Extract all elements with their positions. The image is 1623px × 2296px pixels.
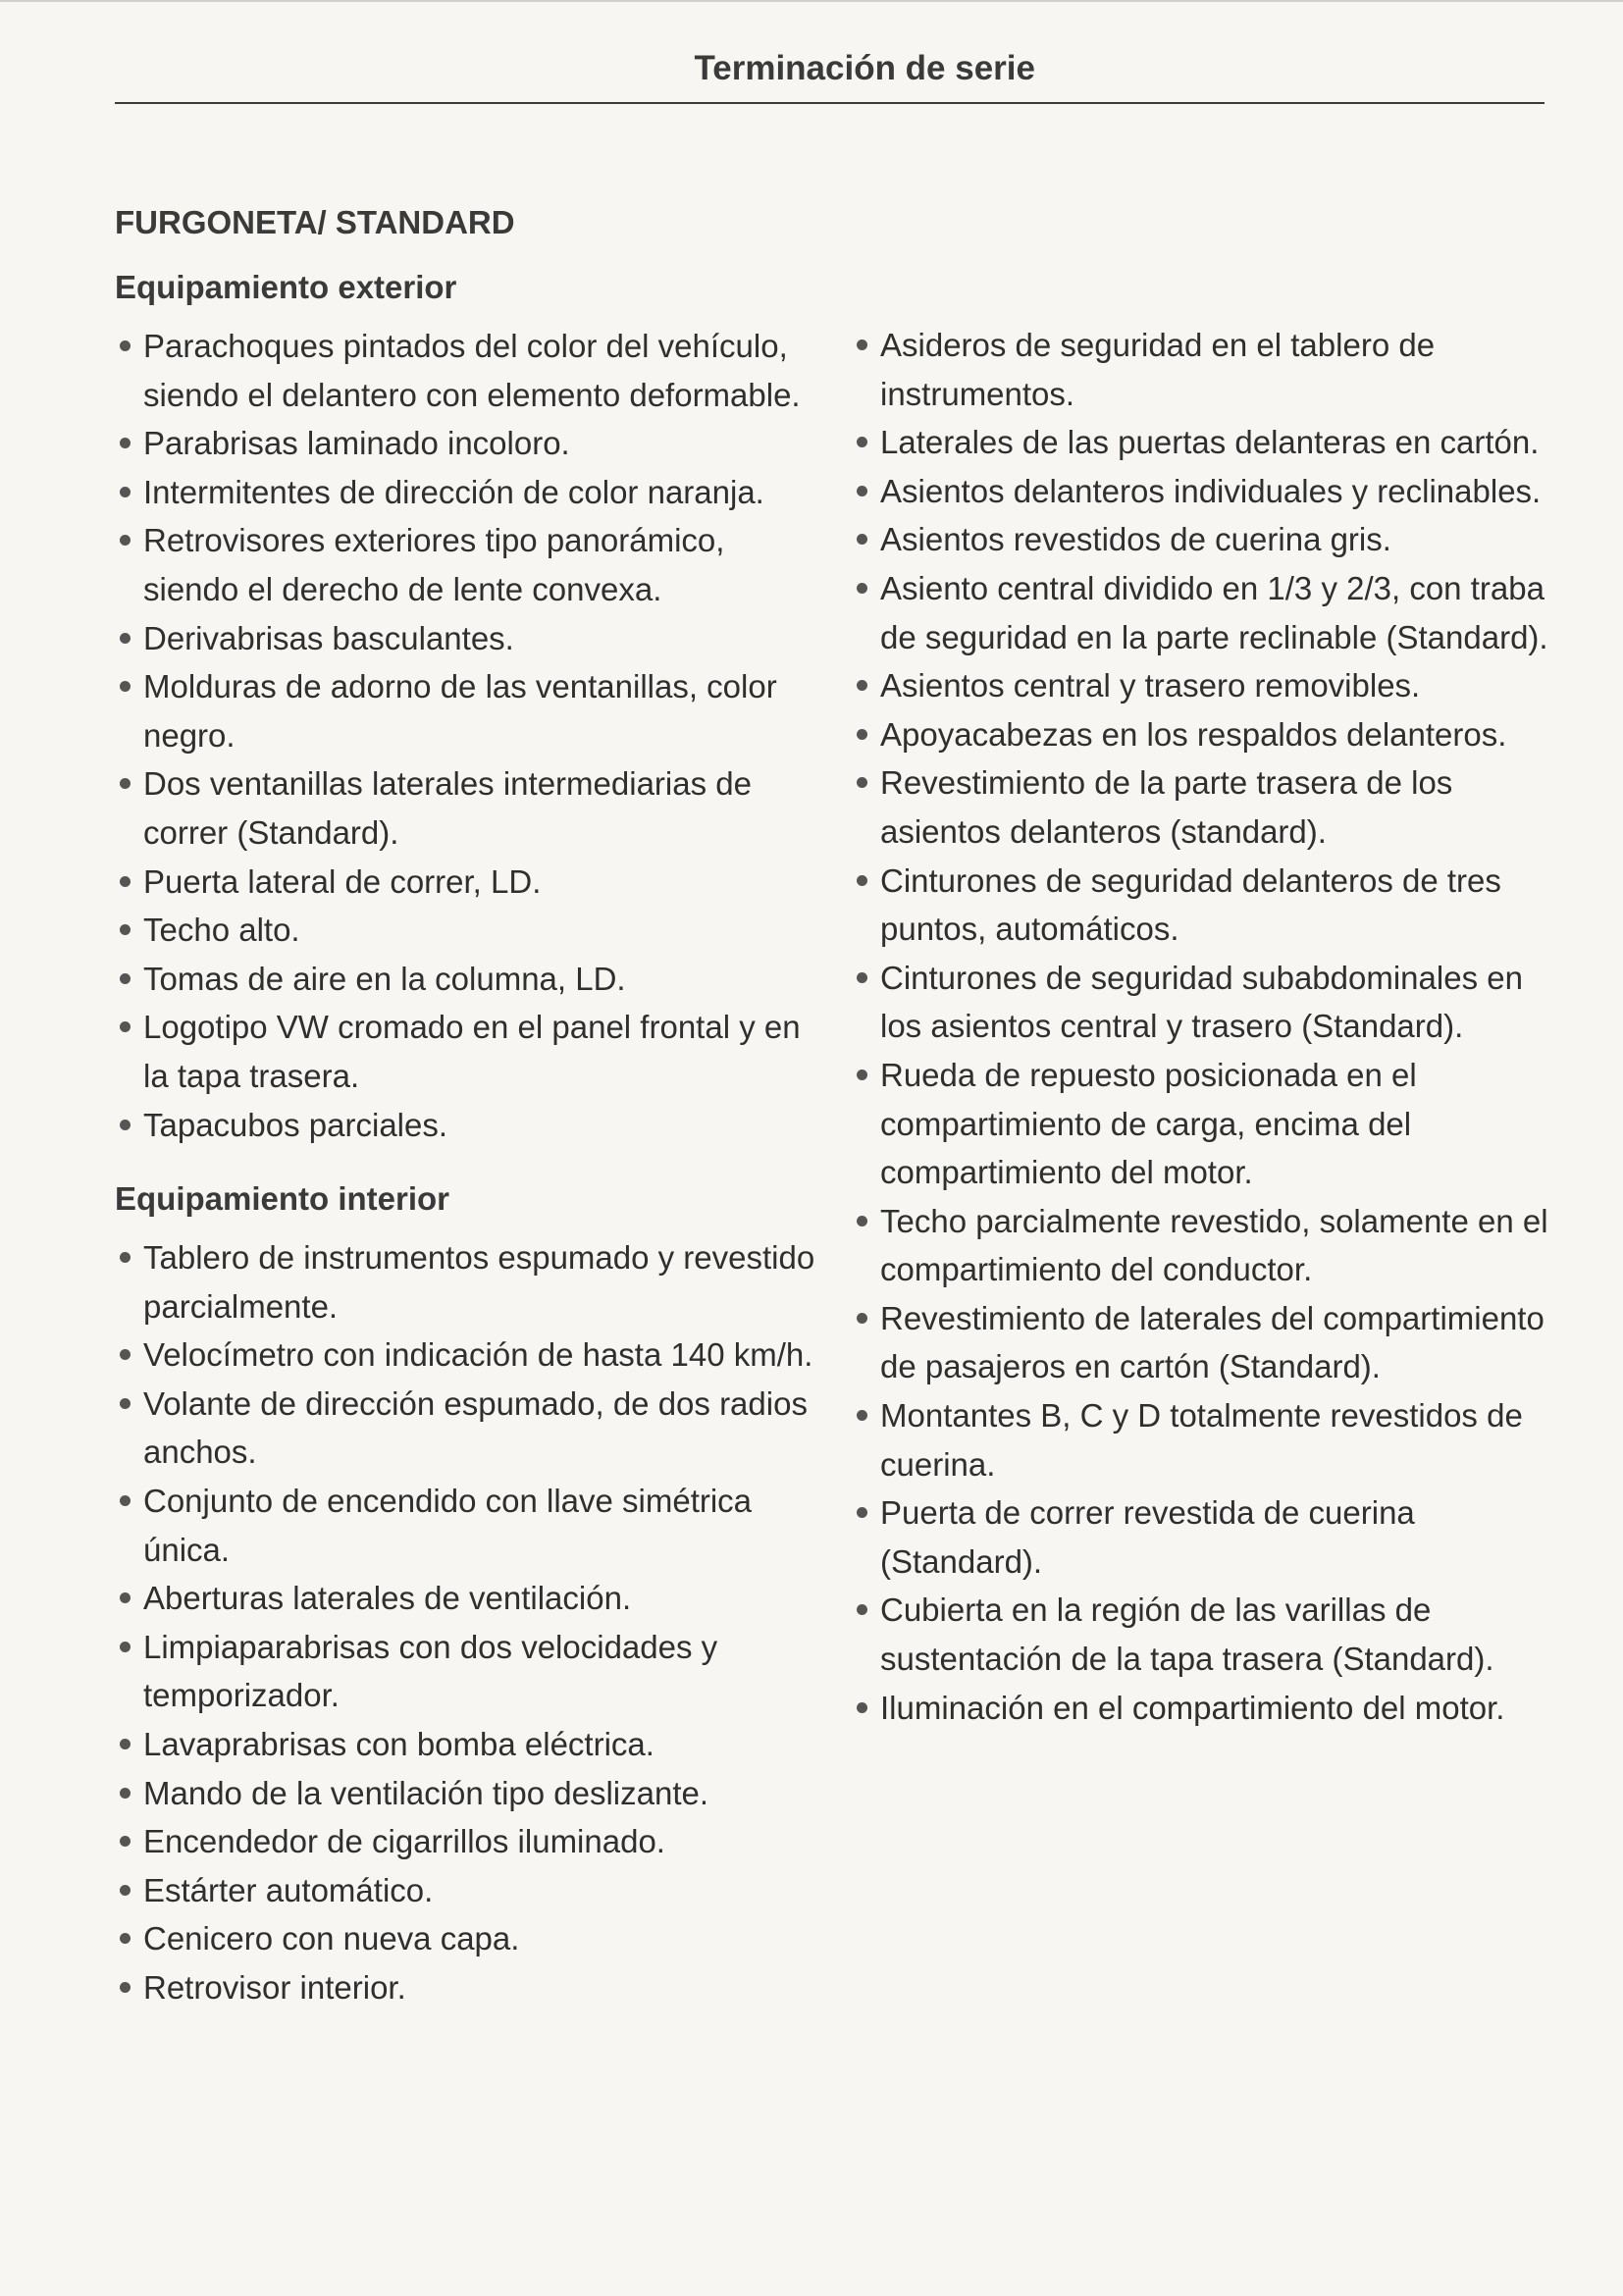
list-item <box>852 321 1558 418</box>
bullet-icon <box>857 729 867 740</box>
bullet-icon <box>857 1313 867 1324</box>
list-item-text: Estárter automático. <box>143 1871 434 1908</box>
list-item-text: Aberturas laterales de ventilación. <box>143 1580 632 1617</box>
list-item-text: Retrovisor interior. <box>143 1969 406 2006</box>
exterior-heading: Equipamiento exterior <box>115 269 457 305</box>
list-item <box>852 515 1558 564</box>
list-item <box>115 1477 821 1574</box>
list-item-text: Velocímetro con indicación de hasta 140 km/h. <box>143 1336 813 1374</box>
list-item-text: Asientos revestidos de cuerina gris. <box>880 521 1391 558</box>
bullet-icon <box>857 1702 867 1713</box>
list-item <box>852 661 1558 710</box>
list-item <box>115 759 821 857</box>
header-divider <box>115 102 1544 104</box>
list-item <box>852 1684 1558 1733</box>
list-item-text: Limpiaparabrisas con dos velocidades y temporizador. <box>143 1628 718 1714</box>
list-item <box>852 954 1558 1051</box>
bullet-icon <box>857 1070 867 1080</box>
list-item <box>852 1294 1558 1391</box>
list-item <box>115 1003 821 1100</box>
bullet-icon <box>857 1216 867 1226</box>
bullet-icon <box>120 1349 131 1360</box>
bullet-icon <box>120 487 131 497</box>
bullet-icon <box>120 1885 131 1896</box>
bullet-icon <box>120 973 131 984</box>
bullet-icon <box>857 777 867 788</box>
list-item <box>115 1380 821 1477</box>
list-item <box>115 1331 821 1380</box>
list-item-text: Techo alto. <box>143 912 300 949</box>
list-item <box>852 758 1558 856</box>
list-item <box>115 614 821 663</box>
list-item <box>115 1769 821 1818</box>
page-header <box>115 43 1544 100</box>
interior-list <box>115 1233 821 2012</box>
list-item-text: Cinturones de seguridad subabdominales en los asientos central y trasero (Standard). <box>880 959 1523 1045</box>
list-item-text: Asideros de seguridad en el tablero de instrumentos. <box>880 327 1436 412</box>
bullet-icon <box>120 1021 131 1032</box>
bullet-icon <box>857 486 867 496</box>
bullet-icon <box>120 1592 131 1603</box>
bullet-icon <box>857 875 867 886</box>
list-item <box>115 955 821 1004</box>
list-item-text: Intermitentes de dirección de color naranja. <box>143 473 764 510</box>
list-item-text: Logotipo VW cromado en el panel frontal y en la tapa trasera. <box>143 1009 801 1094</box>
bullet-icon <box>120 1788 131 1799</box>
section-title: FURGONETA/ STANDARD <box>115 204 515 240</box>
list-item-text: Techo parcialmente revestido, solamente en el compartimiento del conductor. <box>880 1202 1548 1288</box>
list-item <box>115 1574 821 1623</box>
list-item-text: Volante de dirección espumado, de dos radios anchos. <box>143 1384 808 1471</box>
exterior-list <box>115 322 821 1149</box>
bullet-icon <box>120 1982 131 1993</box>
bullet-icon <box>120 633 131 644</box>
list-item <box>115 419 821 468</box>
list-item <box>852 418 1558 467</box>
list-item <box>852 564 1558 661</box>
bullet-icon <box>120 1398 131 1409</box>
list-item-text: Dos ventanillas laterales intermediarias de correr (Standard). <box>143 765 752 851</box>
list-item-text: Cinturones de seguridad delanteros de tres puntos, automáticos. <box>880 861 1501 948</box>
bullet-icon <box>857 972 867 983</box>
list-item-text: Tablero de instrumentos espumado y revestido parcialmente. <box>143 1239 815 1325</box>
list-item <box>115 1914 821 1963</box>
interior-list-continued <box>852 321 1558 1732</box>
list-item <box>852 857 1558 954</box>
list-item-text: Conjunto de encendido con llave simétrica única. <box>143 1483 753 1568</box>
bullet-icon <box>857 1604 867 1615</box>
list-item <box>852 1197 1558 1294</box>
list-item-text: Encendedor de cigarrillos iluminado. <box>143 1823 665 1860</box>
list-item-text: Derivabrisas basculantes. <box>143 619 514 656</box>
list-item-text: Revestimiento de laterales del compartimiento de pasajeros en cartón (Standard). <box>880 1299 1544 1385</box>
bullet-icon <box>857 680 867 691</box>
list-item-text: Rueda de repuesto posicionada en el compartimiento de carga, encima del compartimiento del motor. <box>880 1056 1417 1191</box>
list-item <box>115 662 821 759</box>
list-item-text: Asiento central dividido en 1/3 y 2/3, con traba de seguridad en la parte reclinable (Standard). <box>880 569 1548 655</box>
list-item <box>115 1623 821 1720</box>
bullet-icon <box>120 1642 131 1652</box>
bullet-icon <box>120 1836 131 1847</box>
list-item-text: Tapacubos parciales. <box>143 1106 448 1143</box>
bullet-icon <box>120 1739 131 1749</box>
list-item <box>852 1586 1558 1683</box>
list-item <box>115 468 821 517</box>
list-item-text: Mando de la ventilación tipo deslizante. <box>143 1774 709 1811</box>
bullet-icon <box>857 534 867 545</box>
list-item <box>115 1817 821 1866</box>
list-item <box>115 1101 821 1150</box>
list-item <box>852 1488 1558 1586</box>
bullet-icon <box>120 535 131 546</box>
list-item <box>115 1233 821 1331</box>
list-item <box>852 467 1558 516</box>
list-item-text: Cenicero con nueva capa. <box>143 1920 520 1957</box>
bullet-icon <box>857 437 867 447</box>
list-item-text: Puerta lateral de correr, LD. <box>143 862 542 900</box>
bullet-icon <box>857 1410 867 1421</box>
list-item-text: Puerta de correr revestida de cuerina (Standard). <box>880 1494 1415 1580</box>
bullet-icon <box>120 340 131 351</box>
list-item <box>852 1051 1558 1197</box>
list-item-text: Apoyacabezas en los respaldos delanteros. <box>880 715 1507 753</box>
bullet-icon <box>120 438 131 448</box>
bullet-icon <box>120 1120 131 1130</box>
bullet-icon <box>120 924 131 935</box>
list-item <box>115 1866 821 1915</box>
right-column <box>852 321 1558 1732</box>
list-item <box>852 710 1558 759</box>
list-item <box>115 1720 821 1769</box>
bullet-icon <box>120 876 131 887</box>
list-item-text: Asientos delanteros individuales y reclinables. <box>880 472 1542 509</box>
list-item-text: Lavaprabrisas con bomba eléctrica. <box>143 1726 654 1763</box>
list-item <box>115 516 821 613</box>
list-item-text: Iluminación en el compartimiento del motor. <box>880 1689 1505 1726</box>
scan-top-edge <box>0 0 1623 2</box>
list-item-text: Asientos central y trasero removibles. <box>880 667 1421 704</box>
bullet-icon <box>857 339 867 350</box>
list-item-text: Retrovisores exteriores tipo panorámico, siendo el derecho de lente convexa. <box>143 522 725 607</box>
list-item-text: Montantes B, C y D totalmente revestidos de cuerina. <box>880 1397 1523 1483</box>
bullet-icon <box>120 1495 131 1506</box>
bullet-icon <box>857 1507 867 1518</box>
list-item-text: Parabrisas laminado incoloro. <box>143 425 570 462</box>
list-item-text: Laterales de las puertas delanteras en cartón. <box>880 424 1540 461</box>
bullet-icon <box>120 778 131 789</box>
left-column <box>115 263 821 2012</box>
list-item-text: Tomas de aire en la columna, LD. <box>143 960 626 997</box>
bullet-icon <box>120 681 131 692</box>
list-item <box>115 1963 821 2012</box>
bullet-icon <box>857 583 867 594</box>
list-item-text: Cubierta en la región de las varillas de sustentación de la tapa trasera (Standard). <box>880 1592 1494 1678</box>
list-item <box>852 1391 1558 1488</box>
list-item <box>115 322 821 419</box>
list-item <box>115 858 821 907</box>
bullet-icon <box>120 1252 131 1263</box>
interior-heading: Equipamiento interior <box>115 1180 450 1218</box>
list-item-text: Revestimiento de la parte trasera de los asientos delanteros (standard). <box>880 764 1453 850</box>
page-title: Terminación de serie <box>694 49 1035 87</box>
bullet-icon <box>120 1933 131 1944</box>
list-item-text: Molduras de adorno de las ventanillas, color negro. <box>143 668 777 754</box>
list-item-text: Parachoques pintados del color del vehículo, siendo el delantero con elemento deformable. <box>143 328 801 413</box>
list-item <box>115 906 821 955</box>
